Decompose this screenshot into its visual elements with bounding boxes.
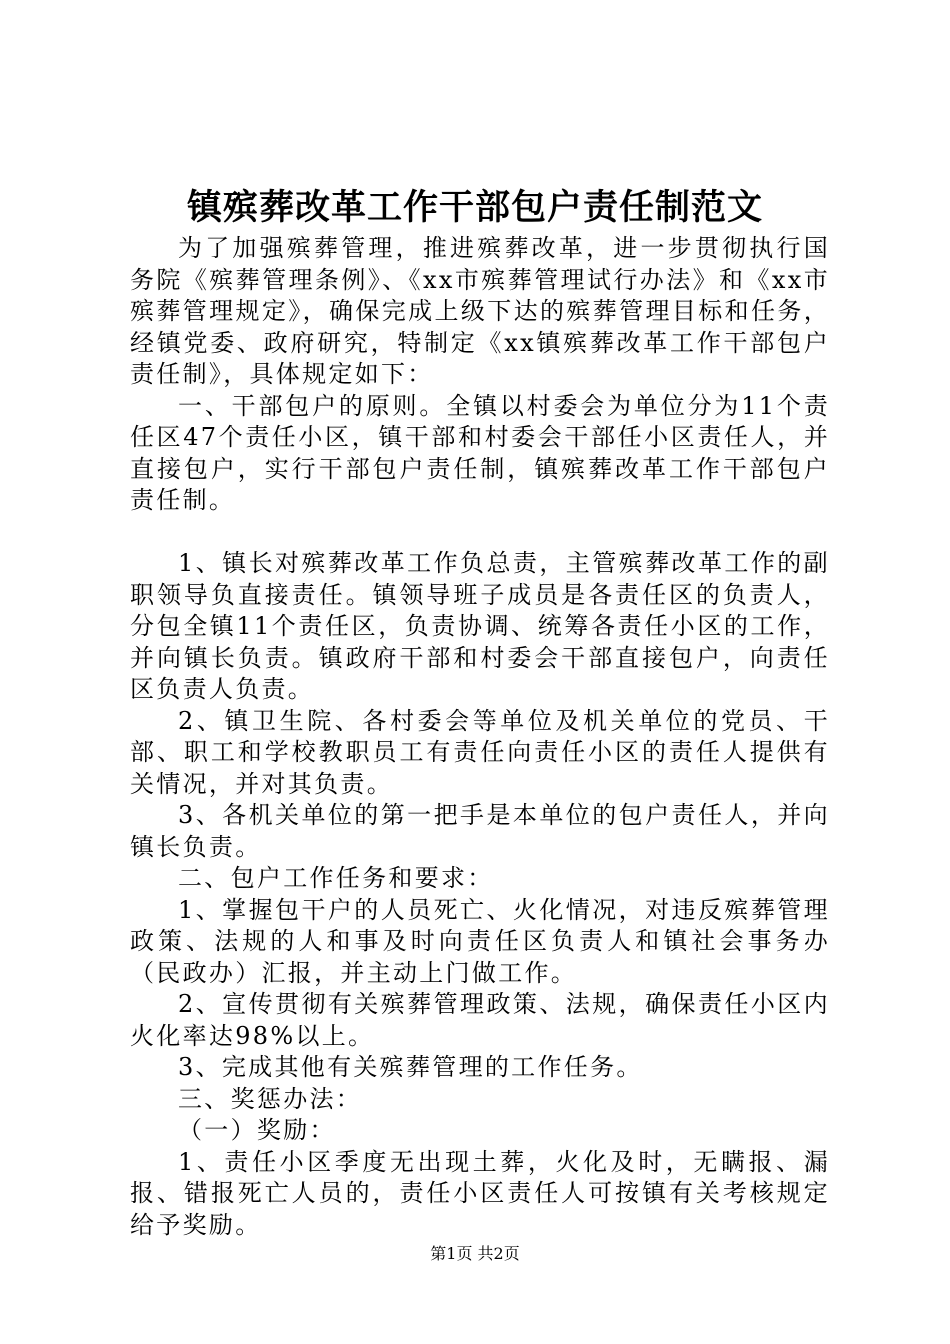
- section-1-item-1: 1、镇长对殡葬改革工作负总责，主管殡葬改革工作的副职领导负直接责任。镇领导班子成员是各责任区的负责人，分包全镇11个责任区，负责协调、统筹各责任小区的工作，并向镇长负责。镇政府干部和村委会干部直接包户，向责任区负责人负责。: [130, 549, 830, 703]
- section-3-subheading-reward: （一）奖励：: [178, 1116, 336, 1144]
- section-1-principle: 一、干部包户的原则。全镇以村委会为单位分为11个责任区47个责任小区，镇干部和村委会干部任小区责任人，并直接包户，实行干部包户责任制，镇殡葬改革工作干部包户责任制。: [130, 391, 830, 514]
- section-1-item-2: 2、镇卫生院、各村委会等单位及机关单位的党员、干部、职工和学校教职员工有责任向责任小区的责任人提供有关情况，并对其负责。: [130, 706, 830, 798]
- section-1-item-3: 3、各机关单位的第一把手是本单位的包户责任人，并向镇长负责。: [130, 801, 830, 861]
- section-2-item-2: 2、宣传贯彻有关殡葬管理政策、法规，确保责任小区内火化率达98%以上。: [130, 990, 830, 1050]
- page-footer: 第1页 共2页: [430, 1244, 520, 1263]
- section-2-item-1: 1、掌握包干户的人员死亡、火化情况，对违反殡葬管理政策、法规的人和事及时向责任区负责人和镇社会事务办（民政办）汇报，并主动上门做工作。: [130, 895, 830, 987]
- section-3-heading: 三、奖惩办法：: [178, 1084, 363, 1113]
- section-2-heading: 二、包户工作任务和要求：: [178, 864, 494, 892]
- document-title: 镇殡葬改革工作干部包户责任制范文: [186, 187, 763, 228]
- blank-line: [130, 517, 830, 549]
- intro-paragraph: 为了加强殡葬管理，推进殡葬改革，进一步贯彻执行国务院《殡葬管理条例》、《xx市殡葬管理试行办法》和《xx市殡葬管理规定》，确保完成上级下达的殡葬管理目标和任务，经镇党委、政府研究，特制定《xx镇殡葬改革工作干部包户责任制》，具体规定如下：: [130, 234, 830, 388]
- document-body: [130, 233, 830, 1241]
- section-2-item-3: 3、完成其他有关殡葬管理的工作任务。: [178, 1053, 643, 1081]
- section-3-reward-item-1: 1、责任小区季度无出现土葬，火化及时，无瞒报、漏报、错报死亡人员的，责任小区责任人可按镇有关考核规定给予奖励。: [130, 1147, 830, 1239]
